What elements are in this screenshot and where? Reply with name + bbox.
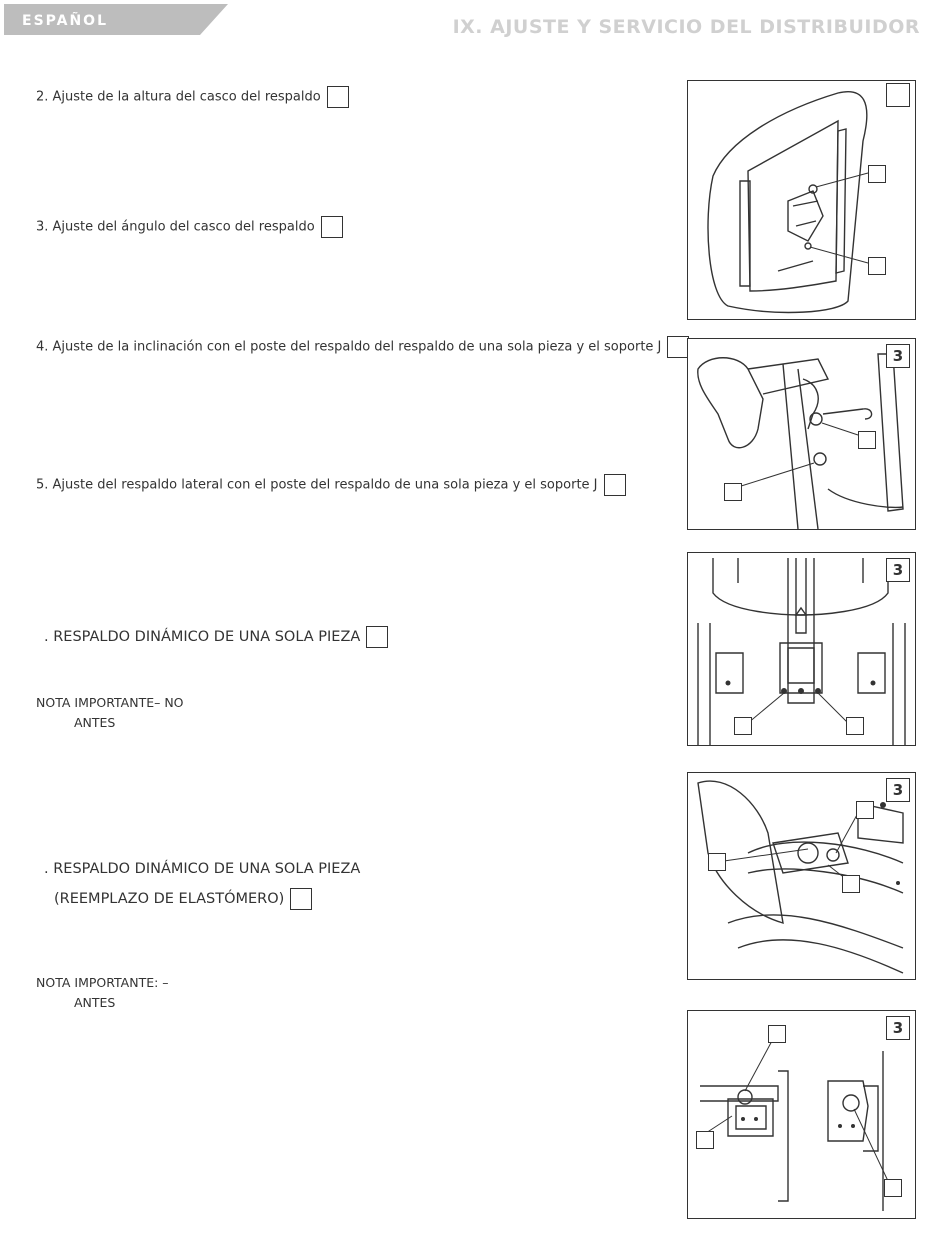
elastomer-heading-line2: [54, 888, 312, 910]
callout-a: [868, 165, 886, 183]
note-1-sub: ANTES: [74, 715, 116, 730]
callout-c: [858, 431, 876, 449]
callout-l: [884, 1179, 902, 1197]
callout-g: [856, 801, 874, 819]
dynamic-backrest-checkbox: [366, 626, 388, 648]
step-5-heading: [36, 474, 626, 496]
language-label: ESPAÑOL: [22, 13, 108, 29]
j-bracket-drawing: [688, 339, 915, 529]
section-title: IX. AJUSTE Y SERVICIO DEL DISTRIBUIDOR: [452, 16, 920, 38]
figure-j-bracket: [687, 338, 916, 530]
language-tab: [4, 4, 228, 35]
callout-b: [868, 257, 886, 275]
dynamic-backrest-drawing: [688, 553, 915, 745]
callout-f: [846, 717, 864, 735]
step-3-checkbox: [321, 216, 343, 238]
figure-1-label: [886, 83, 910, 107]
figure-dynamic-backrest: [687, 552, 916, 746]
figure-backrest-shell: [687, 80, 916, 320]
callout-e: [734, 717, 752, 735]
step-3-heading: [36, 216, 343, 238]
step-4-heading: [36, 336, 689, 358]
note-2-sub: ANTES: [74, 995, 116, 1010]
dynamic-backrest-text: . RESPALDO DINÁMICO DE UNA SOLA PIEZA: [44, 629, 361, 645]
note-2-label: NOTA IMPORTANTE: –: [36, 975, 169, 990]
hardware-detail-drawing: [688, 1011, 915, 1218]
callout-j: [768, 1025, 786, 1043]
callout-d: [724, 483, 742, 501]
note-1-label: NOTA IMPORTANTE– NO: [36, 695, 184, 710]
backrest-shell-drawing: [688, 81, 915, 319]
figure-elastomer: [687, 772, 916, 980]
elastomer-drawing: [688, 773, 915, 979]
elastomer-heading-line1: . RESPALDO DINÁMICO DE UNA SOLA PIEZA: [44, 861, 361, 877]
step-5-checkbox: [604, 474, 626, 496]
elastomer-text: (REEMPLAZO DE ELASTÓMERO): [54, 891, 285, 907]
step-4-text: 4. Ajuste de la inclinación con el poste del respaldo del respaldo de una sola pieza y el soporte J: [36, 339, 662, 355]
step-2-text: 2. Ajuste de la altura del casco del respaldo: [36, 89, 321, 105]
step-2-heading: [36, 86, 349, 108]
step-3-text: 3. Ajuste del ángulo del casco del respaldo: [36, 219, 315, 235]
figure-hardware-detail: [687, 1010, 916, 1219]
figure-2-label: 3: [886, 344, 910, 368]
callout-h: [708, 853, 726, 871]
step-5-text: 5. Ajuste del respaldo lateral con el poste del respaldo de una sola pieza y el soporte J: [36, 477, 598, 493]
callout-i: [842, 875, 860, 893]
figure-5-label: 3: [886, 1016, 910, 1040]
dynamic-backrest-heading: [44, 626, 388, 648]
figure-4-label: 3: [886, 778, 910, 802]
elastomer-checkbox: [290, 888, 312, 910]
figure-3-label: 3: [886, 558, 910, 582]
step-2-checkbox: [327, 86, 349, 108]
callout-k: [696, 1131, 714, 1149]
